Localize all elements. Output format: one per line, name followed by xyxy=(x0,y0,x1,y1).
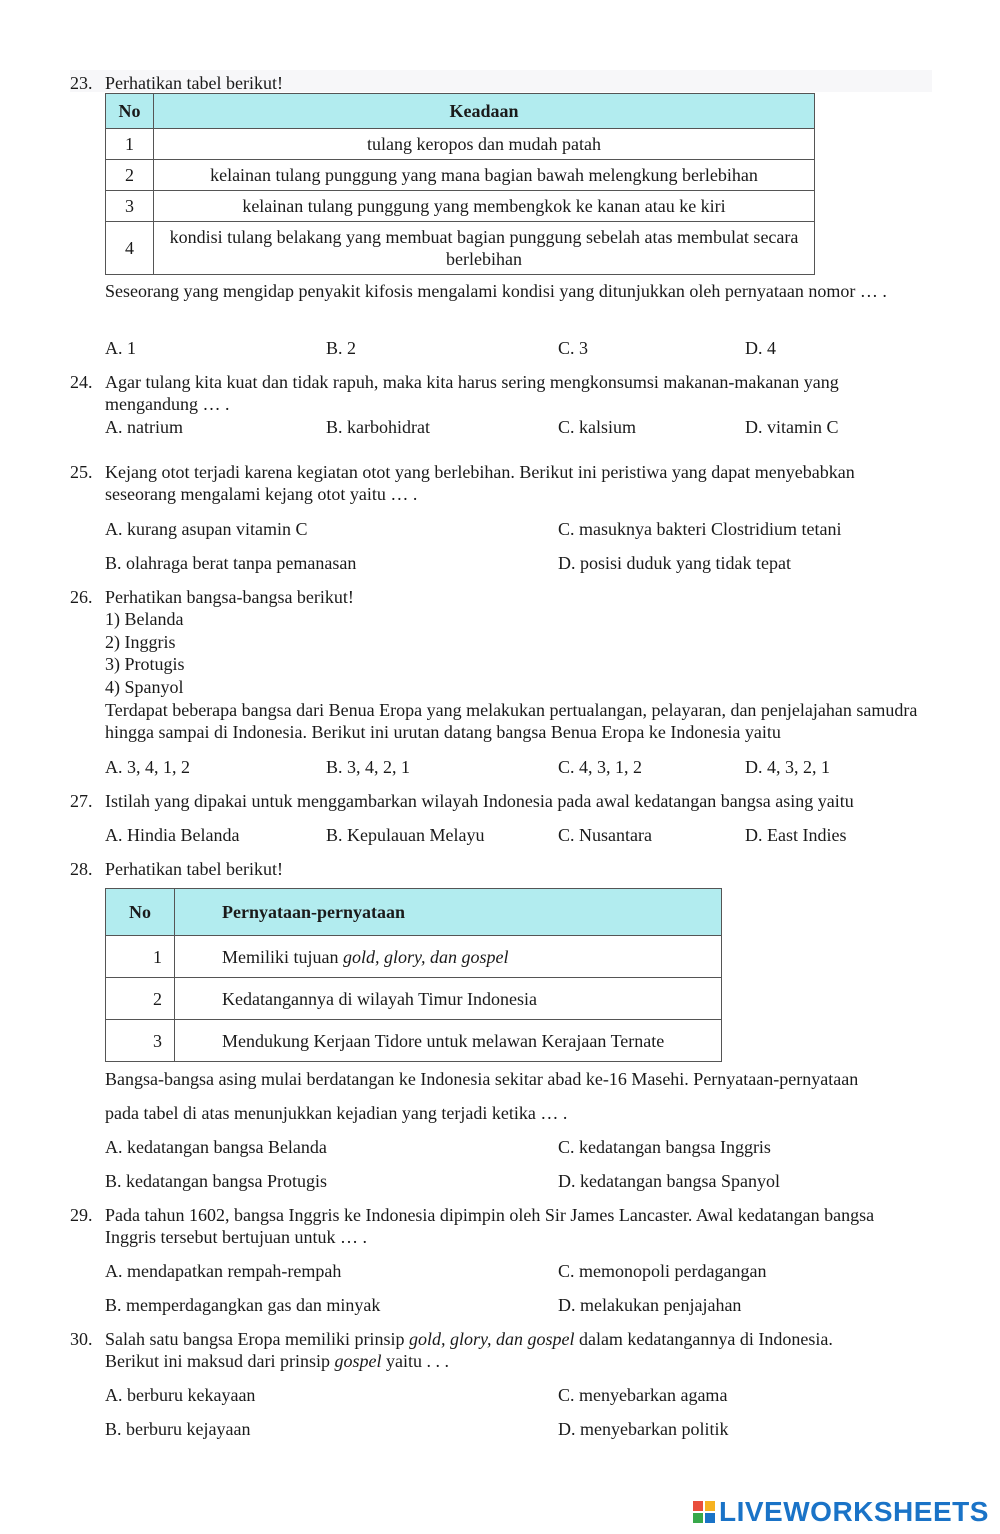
row-number: 1 xyxy=(106,936,175,978)
row-number: 2 xyxy=(106,978,175,1020)
question-text-part: Berikut ini maksud dari prinsip xyxy=(105,1351,335,1371)
question-text-italic: gospel xyxy=(334,1351,382,1371)
question-number: 23. xyxy=(70,73,93,93)
row-text-italic: gold, glory, dan gospel xyxy=(343,946,509,967)
condition-table xyxy=(105,93,815,275)
row-number: 1 xyxy=(106,129,154,160)
option-d[interactable]: D. 4 xyxy=(745,338,776,358)
option-a[interactable]: A. natrium xyxy=(105,417,183,437)
option-c[interactable]: C. memonopoli perdagangan xyxy=(558,1261,767,1281)
question-number: 29. xyxy=(70,1205,93,1225)
table-row xyxy=(106,936,722,978)
question-text: Kejang otot terjadi karena kegiatan otot yang berlebihan. Berikut ini peristiwa yang dapat menyebabkan seseorang mengalami kejang otot yaitu … . xyxy=(105,462,855,504)
option-c[interactable]: C. 4, 3, 1, 2 xyxy=(558,757,643,777)
row-number: 3 xyxy=(106,191,154,222)
question-number: 28. xyxy=(70,859,93,879)
option-d[interactable]: D. kedatangan bangsa Spanyol xyxy=(558,1171,780,1191)
question-text: Istilah yang dipakai untuk menggambarkan wilayah Indonesia pada awal kedatangan bangsa asing yaitu xyxy=(105,791,854,811)
list-item: 4) Spanyol xyxy=(105,677,184,697)
row-text-plain: Memiliki tujuan xyxy=(222,946,343,967)
table-header-statements: Pernyataan-pernyataan xyxy=(175,889,722,936)
option-c[interactable]: C. kalsium xyxy=(558,417,637,437)
row-number: 3 xyxy=(106,1020,175,1062)
question-text: pada tabel di atas menunjukkan kejadian yang terjadi ketika … . xyxy=(105,1103,568,1123)
question-number: 25. xyxy=(70,462,93,482)
option-d[interactable]: D. vitamin C xyxy=(745,417,839,437)
statement-table xyxy=(105,888,722,1062)
option-d[interactable]: D. posisi duduk yang tidak tepat xyxy=(558,553,791,573)
table-header-condition: Keadaan xyxy=(154,94,815,129)
row-text: kondisi tulang belakang yang membuat bagian punggung sebelah atas membulat secara berlebihan xyxy=(154,222,815,275)
option-c[interactable]: C. kedatangan bangsa Inggris xyxy=(558,1137,771,1157)
question-text xyxy=(105,1328,930,1350)
question-text xyxy=(105,1350,930,1372)
option-a[interactable]: A. 1 xyxy=(105,338,136,358)
question-text: Pada tahun 1602, bangsa Inggris ke Indonesia dipimpin oleh Sir James Lancaster. Awal kedatangan bangsa Inggris tersebut bertujuan untuk … . xyxy=(105,1205,875,1247)
row-text: Kedatangannya di wilayah Timur Indonesia xyxy=(175,978,722,1020)
table-row xyxy=(106,978,722,1020)
question-number: 26. xyxy=(70,587,93,607)
option-a[interactable]: A. berburu kekayaan xyxy=(105,1385,256,1405)
option-d[interactable]: D. menyebarkan politik xyxy=(558,1419,729,1439)
table-header-no: No xyxy=(106,94,154,129)
option-c[interactable]: C. masuknya bakteri Clostridium tetani xyxy=(558,519,842,539)
option-d[interactable]: D. melakukan penjajahan xyxy=(558,1295,742,1315)
question-prompt: Perhatikan tabel berikut! xyxy=(105,859,283,879)
question-text-italic: gold, glory, dan gospel xyxy=(408,1329,575,1349)
table-row xyxy=(106,129,815,160)
option-c[interactable]: C. menyebarkan agama xyxy=(558,1385,728,1405)
question-number: 24. xyxy=(70,372,93,392)
option-d[interactable]: D. East Indies xyxy=(745,825,847,845)
option-a[interactable]: A. mendapatkan rempah-rempah xyxy=(105,1261,342,1281)
question-text: Bangsa-bangsa asing mulai berdatangan ke Indonesia sekitar abad ke-16 Masehi. Pernyataan-pernyataan xyxy=(105,1069,859,1089)
option-a[interactable]: A. kurang asupan vitamin C xyxy=(105,519,308,539)
option-a[interactable]: A. Hindia Belanda xyxy=(105,825,240,845)
option-b[interactable]: B. kedatangan bangsa Protugis xyxy=(105,1171,327,1191)
row-text xyxy=(175,936,722,978)
table-row xyxy=(106,1020,722,1062)
option-a[interactable]: A. 3, 4, 1, 2 xyxy=(105,757,190,777)
list-item: 3) Protugis xyxy=(105,654,185,674)
option-b[interactable]: B. berburu kejayaan xyxy=(105,1419,251,1439)
list-item: 1) Belanda xyxy=(105,609,184,629)
option-b[interactable]: B. 3, 4, 2, 1 xyxy=(326,757,411,777)
question-text: Seseorang yang mengidap penyakit kifosis mengalami kondisi yang ditunjukkan oleh pernyataan nomor … . xyxy=(105,281,887,301)
row-number: 4 xyxy=(106,222,154,275)
question-text-part: yaitu . . . xyxy=(381,1351,449,1371)
option-d[interactable]: D. 4, 3, 2, 1 xyxy=(745,757,830,777)
question-number: 30. xyxy=(70,1329,93,1349)
question-text-part: Salah satu bangsa Eropa memiliki prinsip xyxy=(105,1329,409,1349)
question-text: Agar tulang kita kuat dan tidak rapuh, maka kita harus sering mengkonsumsi makanan-makanan yang mengandung … . xyxy=(105,372,839,414)
table-row xyxy=(106,191,815,222)
question-prompt: Perhatikan tabel berikut! xyxy=(105,73,283,93)
row-number: 2 xyxy=(106,160,154,191)
option-a[interactable]: A. kedatangan bangsa Belanda xyxy=(105,1137,327,1157)
logo-icon xyxy=(693,1501,715,1523)
question-prompt: Perhatikan bangsa-bangsa berikut! xyxy=(105,587,354,607)
question-text: Terdapat beberapa bangsa dari Benua Eropa yang melakukan pertualangan, pelayaran, dan penjelajahan samudra hingga sampai di Indonesia. Berikut ini urutan datang bangsa Benua Eropa ke Indonesia yaitu xyxy=(105,700,918,742)
row-text: Mendukung Kerjaan Tidore untuk melawan Kerajaan Ternate xyxy=(175,1020,722,1062)
option-b[interactable]: B. memperdagangkan gas dan minyak xyxy=(105,1295,381,1315)
option-b[interactable]: B. Kepulauan Melayu xyxy=(326,825,485,845)
option-c[interactable]: C. 3 xyxy=(558,338,589,358)
list-item: 2) Inggris xyxy=(105,632,176,652)
row-text: tulang keropos dan mudah patah xyxy=(154,129,815,160)
row-text: kelainan tulang punggung yang membengkok ke kanan atau ke kiri xyxy=(154,191,815,222)
logo-text: LIVEWORKSHEETS xyxy=(719,1496,989,1527)
row-text: kelainan tulang punggung yang mana bagian bawah melengkung berlebihan xyxy=(154,160,815,191)
table-row xyxy=(106,222,815,275)
option-b[interactable]: B. karbohidrat xyxy=(326,417,430,437)
table-row xyxy=(106,160,815,191)
question-text-part: dalam kedatangannya di Indonesia. xyxy=(574,1329,833,1349)
table-header-no: No xyxy=(106,889,175,936)
option-c[interactable]: C. Nusantara xyxy=(558,825,652,845)
option-b[interactable]: B. 2 xyxy=(326,338,357,358)
option-b[interactable]: B. olahraga berat tanpa pemanasan xyxy=(105,553,357,573)
question-number: 27. xyxy=(70,791,93,811)
liveworksheets-logo xyxy=(693,1497,993,1529)
